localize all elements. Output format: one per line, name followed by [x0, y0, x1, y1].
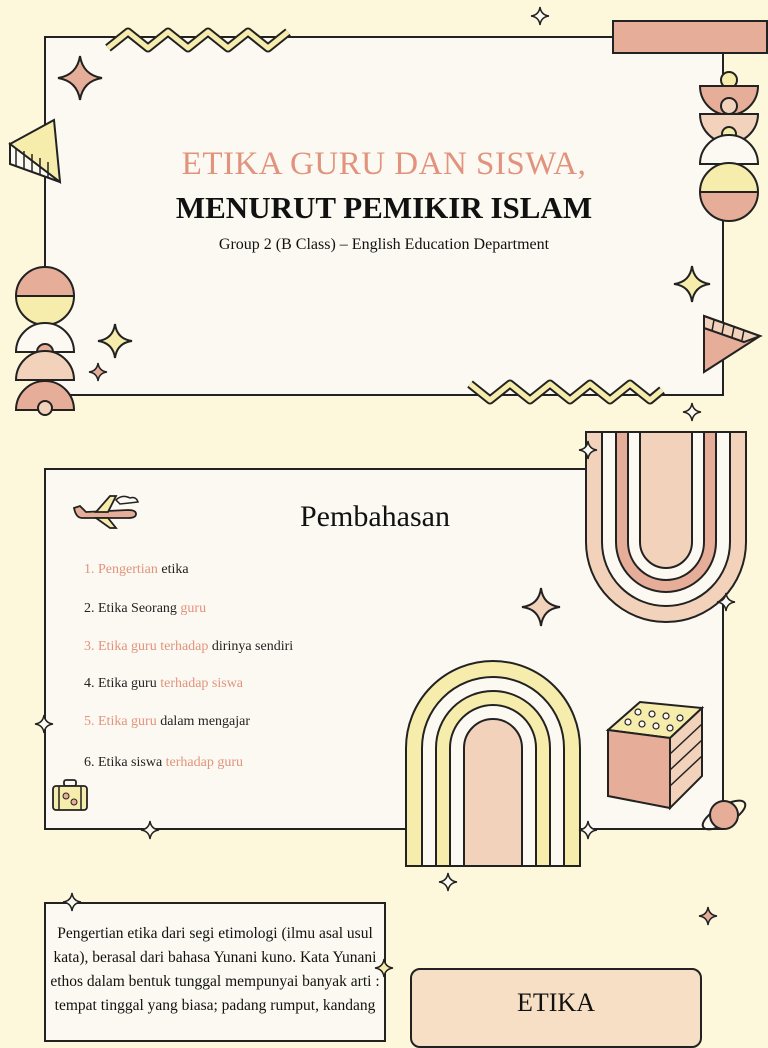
slide-subtitle: Group 2 (B Class) – English Education Department [218, 236, 550, 253]
sparkle-icon [530, 6, 550, 26]
sparkle-icon [578, 820, 598, 840]
sparkle-icon [716, 592, 736, 612]
suitcase-icon [50, 778, 90, 812]
toc-item: 6. Etika siswa terhadap guru [84, 755, 244, 770]
decor-arches-bottom [402, 656, 584, 868]
sparkle-icon [438, 872, 458, 892]
sparkle-icon [96, 322, 134, 360]
sparkle-icon [374, 958, 394, 978]
sparkle-icon [140, 820, 160, 840]
toc-heading: Pembahasan [300, 500, 450, 533]
decor-stacked-circles-left [14, 266, 76, 416]
sparkle-icon [62, 892, 82, 912]
decor-planet [698, 792, 750, 838]
definition-paragraph: Pengertian etika dari segi etimologi (ilmu asal usul kata), berasal dari bahasa Yunani kuno. Kata Yunani ethos dalam bentuk tunggal mempunyai banyak arti : tempat tinggal yang biasa; padang rumput, kandang [50, 925, 380, 1014]
decor-zigzag-top [104, 18, 294, 58]
sparkle-icon [578, 440, 598, 460]
sparkle-icon [698, 906, 718, 926]
toc-item: 2. Etika Seorang guru [84, 601, 207, 616]
decor-cake-cube [604, 698, 706, 812]
etika-label: ETIKA [517, 988, 595, 1017]
toc-item: 3. Etika guru terhadap dirinya sendiri [84, 639, 294, 654]
sparkle-icon [88, 362, 108, 382]
toc-item: 5. Etika guru dalam mengajar [84, 714, 251, 729]
toc-item: 4. Etika guru terhadap siswa [84, 676, 244, 691]
decor-zigzag-bottom [466, 372, 666, 408]
sparkle-icon [56, 54, 104, 102]
airplane-icon [70, 490, 142, 530]
decor-salmon-bar [612, 20, 768, 54]
slide-title-line2: MENURUT PEMIKIR ISLAM [175, 190, 593, 225]
sparkle-icon [34, 714, 54, 734]
sparkle-icon [672, 264, 712, 304]
sparkle-icon [682, 402, 702, 422]
toc-item: 1. Pengertian etika [84, 562, 189, 577]
slide-title-line1: ETIKA GURU DAN SISWA, [181, 146, 587, 182]
decor-striped-triangle [700, 312, 764, 376]
sparkle-icon [520, 586, 562, 628]
